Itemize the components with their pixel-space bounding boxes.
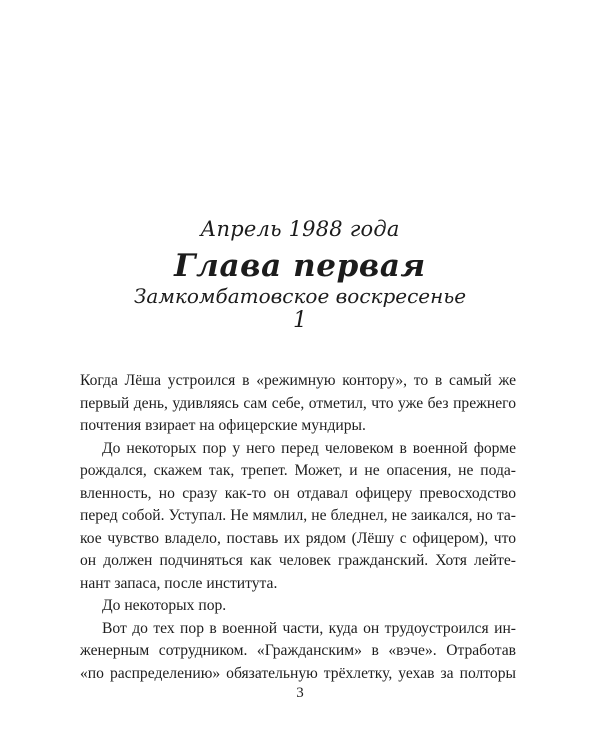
text-line: Вот до тех пор в военной части, куда он трудоустроился ин- <box>102 619 516 637</box>
text-line: Когда Лёша устроился в «режимную контору», то в самый же <box>80 372 516 389</box>
chapter-subtitle: Замкомбатовское воскресенье <box>133 284 467 308</box>
text-line: «по распределению» обязательную трёхлетку, уехав за полторы <box>80 664 516 682</box>
body-text <box>80 370 516 685</box>
text-line: рождался, скажем так, трепет. Может, и не опасения, не пода- <box>80 462 516 479</box>
text-line: вленность, но сразу как-то он отдавал офицеру превосходство <box>80 484 516 502</box>
text-line: нант запаса, после института. <box>80 574 278 592</box>
text-line: До некоторых пор у него перед человеком в военной форме <box>102 439 516 457</box>
text-line: кое чувство владело, поставь их рядом (Лёшу с офицером), что <box>80 529 516 547</box>
text-line: почтения взирает на офицерские мундиры. <box>80 417 366 434</box>
chapter-title: Глава первая <box>174 248 426 284</box>
text-line: женерным сотрудником. «Гражданским» в «вэче». Отработав <box>80 642 516 659</box>
chapter-date: Апрель 1988 года <box>200 217 400 241</box>
text-line: До некоторых пор. <box>102 597 227 614</box>
page-number: 3 <box>296 685 304 701</box>
text-line: он должен подчиняться как человек гражданский. Хотя лейте- <box>80 552 516 569</box>
text-line: первый день, удивляясь сам себе, отметил, что уже без прежнего <box>80 394 516 412</box>
section-number: 1 <box>293 308 307 333</box>
text-line: перед собой. Уступал. Не мямлил, не бледнел, не заикался, но та- <box>80 507 516 524</box>
